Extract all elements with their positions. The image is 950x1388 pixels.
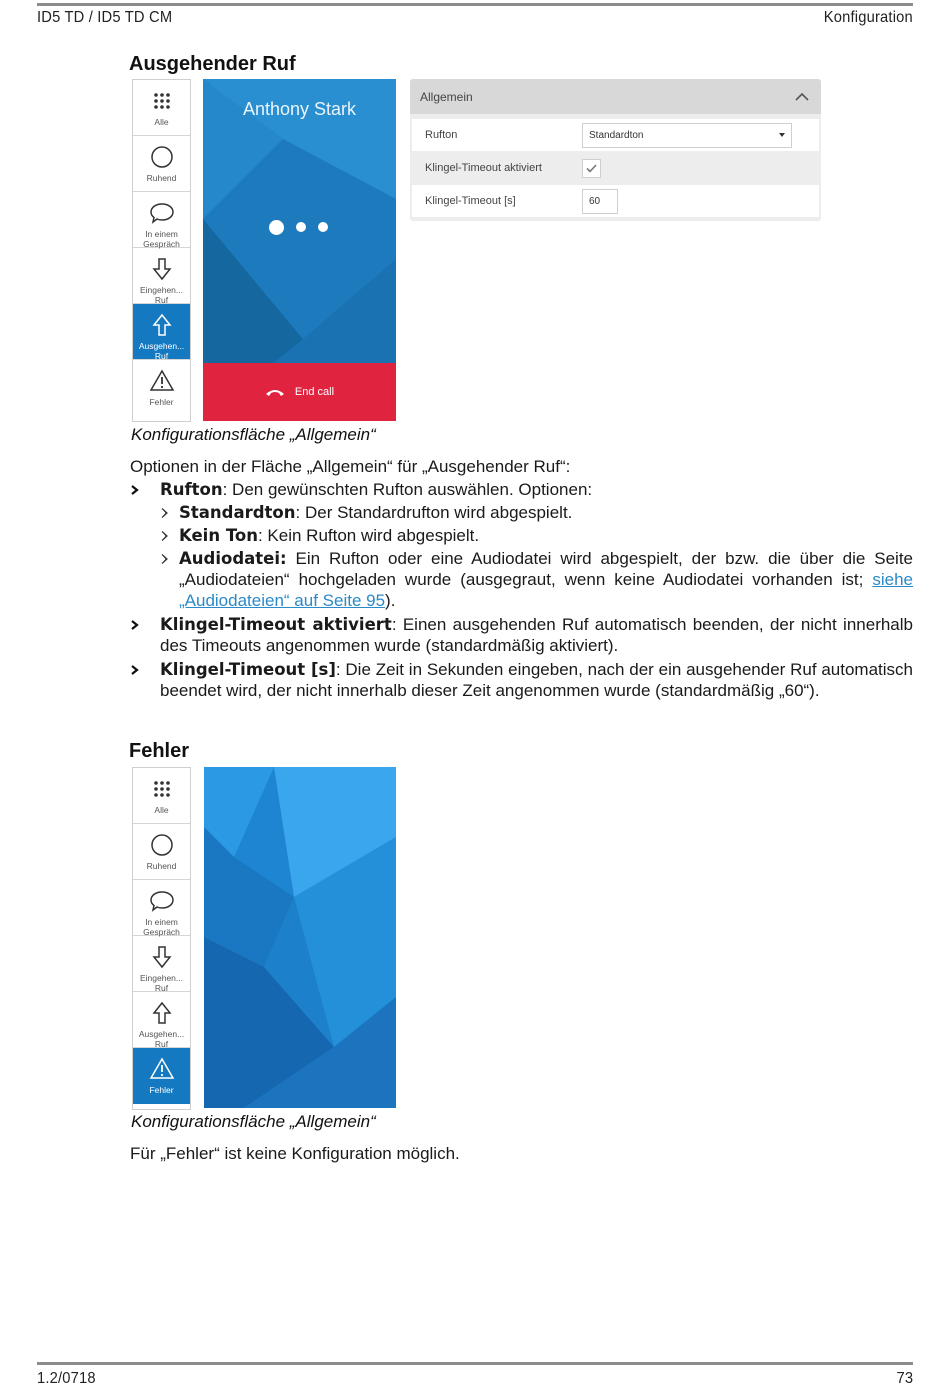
bullet-chevron-icon [130, 619, 140, 631]
caller-name: Anthony Stark [242, 99, 357, 119]
description: : Den gewünschten Rufton auswählen. Optionen: [222, 480, 593, 499]
arrow-down-icon [149, 256, 175, 282]
nav-item-alle[interactable] [133, 768, 190, 824]
list-item-audiodatei [179, 548, 913, 611]
nav-item-ausgehen[interactable] [133, 304, 190, 360]
nav-item-alle[interactable] [133, 80, 190, 136]
nav-item-fehler[interactable] [133, 1048, 190, 1104]
sub-bullet-icon [160, 507, 170, 519]
warning-icon [149, 1056, 175, 1082]
description: : Der Standardrufton wird abgespielt. [295, 503, 573, 522]
header-rule [37, 3, 913, 6]
rufton-row [412, 119, 819, 151]
nav-item-label: Ausgehen... Ruf [138, 1029, 185, 1049]
panel-header[interactable] [410, 79, 821, 114]
term: Standardton [179, 503, 296, 522]
timeout-row [412, 185, 819, 217]
page-reference-link[interactable]: siehe „Audiodateien“ auf Seite 95 [179, 570, 913, 610]
checkmark-icon [586, 164, 597, 173]
phone-call-screen [203, 79, 396, 421]
nav-item-ruhend[interactable] [133, 824, 190, 880]
description-end: ). [385, 591, 396, 610]
timeout-active-row [412, 152, 819, 184]
list-item-klingel-timeout [160, 659, 913, 701]
term: Rufton [160, 480, 223, 499]
list-item-standardton [179, 502, 913, 523]
description: : Einen ausgehenden Ruf automatisch beenden, der nicht innerhalb des Timeouts angenommen wurde (standardmäßig aktiviert). [160, 615, 913, 655]
call-progress-dot [318, 222, 328, 232]
speech-bubble-icon [149, 888, 175, 914]
bullet-chevron-icon [130, 664, 140, 676]
call-progress-dot [296, 222, 306, 232]
chevron-up-icon[interactable] [795, 92, 809, 101]
warning-icon [149, 368, 175, 394]
list-item-klingel-timeout-aktiviert [160, 614, 913, 656]
fehler-note: Für „Fehler“ ist keine Konfiguration möglich. [130, 1144, 460, 1163]
hang-up-icon [265, 387, 285, 397]
figure-caption: Konfigurationsfläche „Allgemein“ [131, 1112, 376, 1131]
arrow-up-icon [149, 312, 175, 338]
nav-item-label: Ruhend [146, 861, 177, 871]
timeout-label: Klingel-Timeout [s] [425, 195, 516, 207]
description: : Kein Rufton wird abgespielt. [257, 526, 480, 545]
timeout-input[interactable]: 60 [582, 189, 618, 214]
nav-item-label: In einem Gespräch [143, 229, 180, 249]
term: Kein Ton [179, 526, 258, 545]
term: Audiodatei: [179, 549, 287, 568]
nav-item-label: Alle [154, 117, 169, 127]
sub-bullet-icon [160, 530, 170, 542]
nav-item-label: In einem Gespräch [143, 917, 180, 937]
term: Klingel-Timeout [s] [160, 660, 336, 679]
timeout-active-label: Klingel-Timeout aktiviert [425, 162, 542, 174]
footer-page-number: 73 [896, 1370, 913, 1387]
caret-down-icon [779, 133, 785, 137]
state-nav-panel [132, 79, 191, 422]
arrow-down-icon [149, 944, 175, 970]
arrow-up-icon [149, 1000, 175, 1026]
list-item-rufton [160, 479, 913, 500]
list-item-kein-ton [179, 525, 913, 546]
nav-item-fehler[interactable] [133, 360, 190, 416]
speech-bubble-icon [149, 200, 175, 226]
footer-version: 1.2/0718 [37, 1370, 96, 1387]
nav-item-label: Eingehen... Ruf [139, 285, 183, 305]
polygon-wallpaper [204, 767, 396, 1108]
end-call-label: End call [294, 386, 335, 398]
panel-title: Allgemein [420, 89, 473, 104]
sub-bullet-icon [160, 553, 170, 565]
nav-item-in[interactable] [133, 192, 190, 248]
bullet-chevron-icon [130, 484, 140, 496]
section-title-ausgehender-ruf: Ausgehender Ruf [129, 53, 296, 75]
options-intro: Optionen in der Fläche „Allgemein“ für „Ausgehender Ruf“: [130, 457, 571, 476]
nav-item-ausgehen[interactable] [133, 992, 190, 1048]
nav-item-label: Ruhend [146, 173, 177, 183]
nav-item-label: Fehler [149, 1085, 174, 1095]
nav-item-ruhend[interactable] [133, 136, 190, 192]
header-product: ID5 TD / ID5 TD CM [37, 9, 173, 26]
call-progress-dot [269, 220, 284, 235]
rufton-select[interactable] [582, 123, 792, 148]
circle-icon [149, 832, 175, 858]
grid-icon [149, 776, 175, 802]
state-nav-panel [132, 767, 191, 1110]
settings-panel-allgemein [410, 79, 821, 221]
rufton-select-value: Standardton [589, 129, 644, 141]
footer-rule [37, 1362, 913, 1365]
error-screen-background [204, 767, 396, 1108]
timeout-active-checkbox[interactable] [582, 159, 601, 178]
figure-caption: Konfigurationsfläche „Allgemein“ [131, 425, 376, 444]
description: Ein Rufton oder eine Audiodatei wird abgespielt, der bzw. die über die Seite „Audiodateien“ hochgeladen wurde (ausgegraut, wenn keine Audiodatei vorhanden ist; [179, 549, 913, 589]
term: Klingel-Timeout aktiviert [160, 615, 392, 634]
nav-item-label: Ausgehen... Ruf [138, 341, 185, 361]
circle-icon [149, 144, 175, 170]
description: : Die Zeit in Sekunden eingeben, nach der ein ausgehender Ruf automatisch beendet wird, der nicht innerhalb dieser Zeit angenommen wurde (standardmäßig „60“). [160, 660, 913, 700]
nav-item-eingehen[interactable] [133, 936, 190, 992]
rufton-label: Rufton [425, 129, 458, 141]
nav-item-label: Fehler [149, 397, 174, 407]
grid-icon [149, 88, 175, 114]
section-title-fehler: Fehler [129, 740, 190, 762]
nav-item-in[interactable] [133, 880, 190, 936]
nav-item-eingehen[interactable] [133, 248, 190, 304]
header-chapter: Konfiguration [823, 9, 913, 26]
nav-item-label: Alle [154, 805, 169, 815]
nav-item-label: Eingehen... Ruf [139, 973, 183, 993]
end-call-button[interactable] [203, 363, 396, 421]
